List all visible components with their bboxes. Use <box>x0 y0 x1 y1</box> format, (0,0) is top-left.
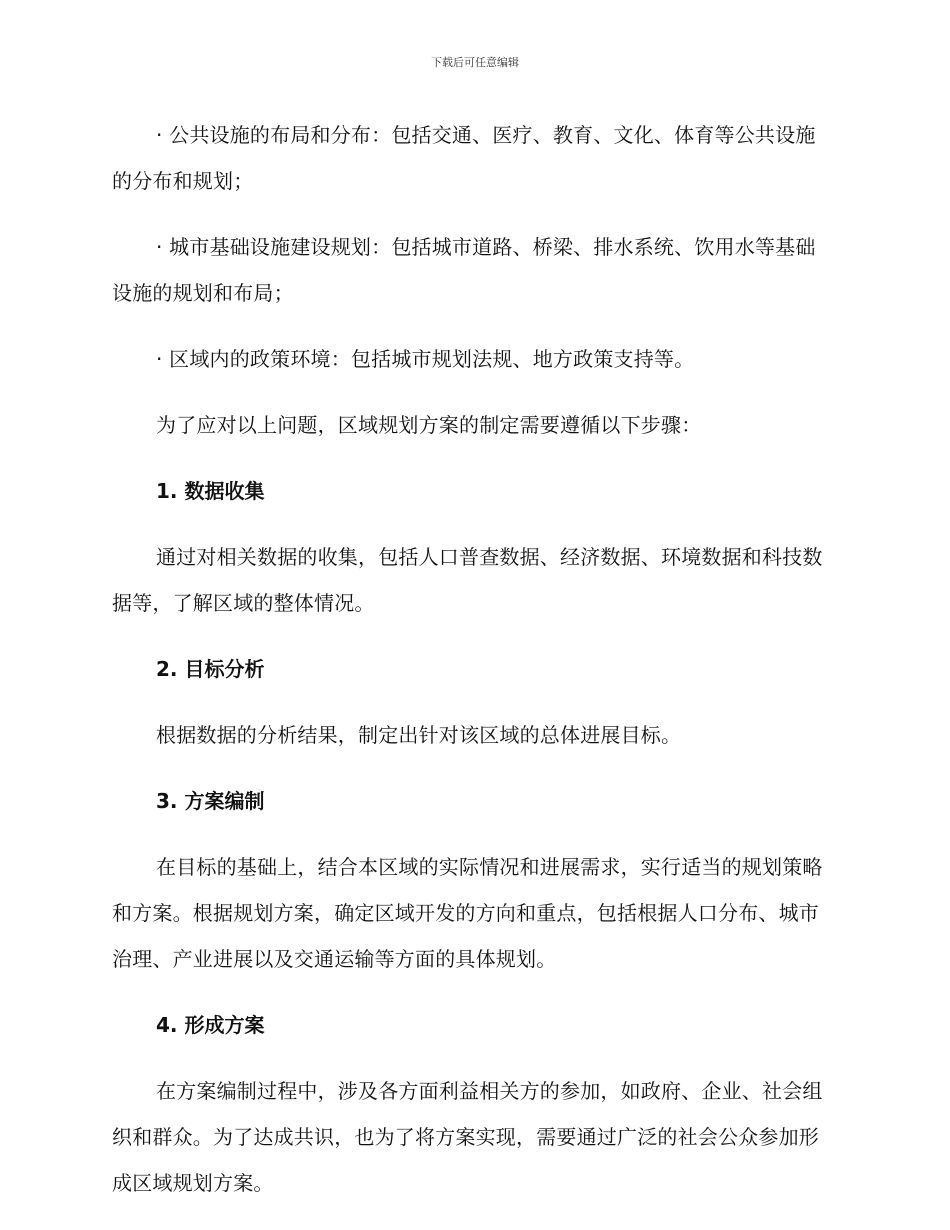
steps-intro: 为了应对以上问题，区域规划方案的制定需要遵循以下步骤： <box>156 413 702 437</box>
section-body-goal-analysis: 根据数据的分析结果，制定出针对该区域的总体进展目标。 <box>156 723 682 747</box>
header-note: 下载后可任意编辑 <box>431 56 519 69</box>
section-body-data-collection: 通过对相关数据的收集，包括人口普查数据、经济数据、环境数据和科技数据等，了解区域的整体情况。 <box>112 545 823 615</box>
section-heading-plan-formation: 4. 形成方案 <box>156 1013 265 1037</box>
section-heading-data-collection: 1. 数据收集 <box>156 479 265 503</box>
section-heading-goal-analysis: 2. 目标分析 <box>156 657 265 681</box>
bullet-policy-environment: · 区域内的政策环境：包括城市规划法规、地方政策支持等。 <box>156 347 695 371</box>
bullet-infrastructure: · 城市基础设施建设规划：包括城市道路、桥梁、排水系统、饮用水等基础设施的规划和布局； <box>112 235 816 305</box>
section-heading-plan-drafting: 3. 方案编制 <box>156 789 265 813</box>
section-body-plan-formation: 在方案编制过程中，涉及各方面利益相关方的参加，如政府、企业、社会组织和群众。为了达成共识，也为了将方案实现，需要通过广泛的社会公众参加形成区域规划方案。 <box>112 1079 823 1195</box>
bullet-public-facilities: · 公共设施的布局和分布：包括交通、医疗、教育、文化、体育等公共设施的分布和规划； <box>112 123 816 193</box>
document-body <box>112 112 832 1226</box>
section-body-plan-drafting: 在目标的基础上，结合本区域的实际情况和进展需求，实行适当的规划策略和方案。根据规划方案，确定区域开发的方向和重点，包括根据人口分布、城市治理、产业进展以及交通运输等方面的具体规划。 <box>112 855 823 971</box>
